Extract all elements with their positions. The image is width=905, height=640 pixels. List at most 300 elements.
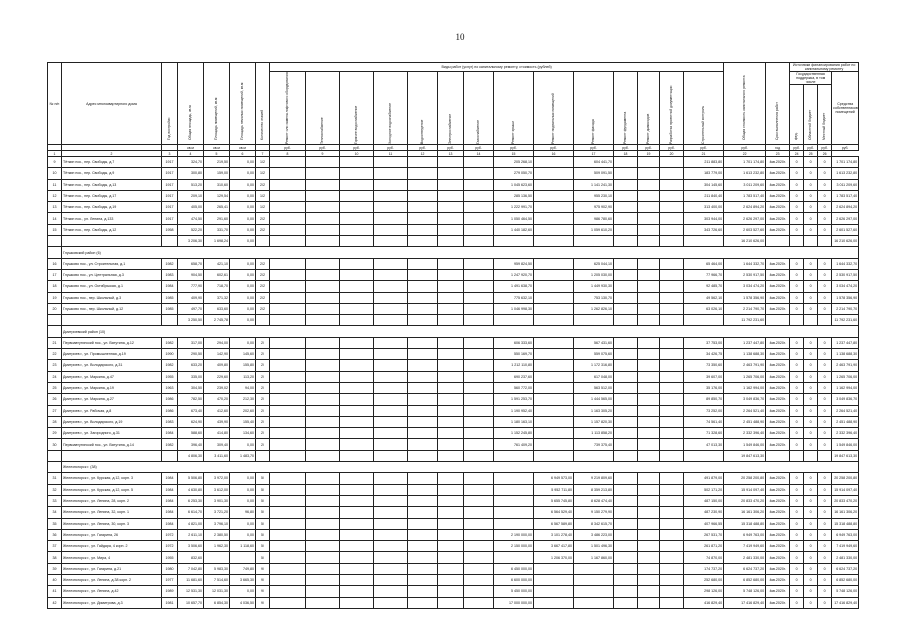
- row-living-area: 412,60: [204, 405, 230, 416]
- table-cell: [438, 236, 464, 247]
- table-cell: [464, 428, 494, 439]
- table-cell: [660, 303, 684, 314]
- row-cost: 3 011 209,60: [724, 179, 766, 190]
- row-fund-local: 0: [818, 224, 832, 235]
- table-cell: [340, 281, 374, 292]
- table-cell: [408, 552, 438, 563]
- table-cell: [638, 168, 660, 179]
- header-foundation: Ремонт фундамента: [614, 72, 638, 145]
- row-living-area: 239,02: [204, 382, 230, 393]
- header-sewer: Водоотведение: [408, 72, 438, 145]
- row-nonliving-area: 0,00: [230, 292, 256, 303]
- table-row: [48, 213, 859, 224]
- row-living-area: 1 962,30: [204, 541, 230, 552]
- row-basement: [534, 292, 574, 303]
- row-control: 487 150,00: [684, 495, 724, 506]
- row-fund-regional: 0: [804, 190, 818, 201]
- table-cell: [464, 224, 494, 235]
- table-cell: [374, 371, 408, 382]
- table-cell: [614, 315, 638, 326]
- table-cell: [614, 269, 638, 280]
- row-living-area: 265,41: [204, 202, 230, 213]
- row-total-area: 624,90: [178, 416, 204, 427]
- table-cell: [638, 405, 660, 416]
- section-label: Железногорск г. (38): [62, 462, 859, 473]
- table-cell: [614, 349, 638, 360]
- unit-cell: руб.: [340, 145, 374, 151]
- table-cell: [638, 157, 660, 168]
- table-cell: [790, 315, 804, 326]
- row-deadline: 4кв.2020г.: [766, 552, 790, 563]
- row-number: 27: [48, 405, 62, 416]
- table-cell: [374, 428, 408, 439]
- row-fund-local: 0: [818, 382, 832, 393]
- table-cell: [306, 292, 340, 303]
- table-cell: [638, 473, 660, 484]
- row-nonliving-area: 94,00: [230, 382, 256, 393]
- table-cell: [340, 405, 374, 416]
- column-index-cell: 17: [574, 151, 614, 157]
- row-fund-federal: 0: [790, 224, 804, 235]
- table-cell: [306, 394, 340, 405]
- table-cell: [374, 303, 408, 314]
- row-nonliving-area: 0,00: [230, 586, 256, 597]
- row-nonliving-area: [230, 552, 256, 563]
- row-control: 89 850,70: [684, 394, 724, 405]
- row-basement: 6 949 573,00: [534, 473, 574, 484]
- table-cell: [408, 450, 438, 461]
- row-control: 304 145,60: [684, 179, 724, 190]
- table-cell: [614, 563, 638, 574]
- row-facade: 975 902,90: [574, 202, 614, 213]
- row-total-area: 832,60: [178, 552, 204, 563]
- table-cell: [306, 236, 340, 247]
- row-nonliving-area: 749,80: [230, 563, 256, 574]
- row-deadline: 4кв.2020г.: [766, 224, 790, 235]
- table-cell: [340, 179, 374, 190]
- table-cell: [408, 224, 438, 235]
- header-no: № п/п: [48, 63, 62, 145]
- row-facade: 8 342 615,70: [574, 518, 614, 529]
- row-fund-local: 0: [818, 518, 832, 529]
- row-storeys: 2/: [256, 337, 270, 348]
- row-year: 1917: [162, 190, 178, 201]
- table-cell: [438, 281, 464, 292]
- row-nonliving-area: 0,00: [230, 258, 256, 269]
- table-cell: [374, 394, 408, 405]
- row-living-area: 129,54: [204, 190, 230, 201]
- row-facade: 604 441,70: [574, 157, 614, 168]
- row-basement: [534, 416, 574, 427]
- subtotal-row: [48, 315, 859, 326]
- table-cell: [438, 484, 464, 495]
- row-year: 1984: [162, 484, 178, 495]
- table-cell: [464, 303, 494, 314]
- subtotal-cost: 19 847 613,30: [724, 450, 766, 461]
- table-cell: [270, 416, 306, 427]
- row-control: 37 753,00: [684, 337, 724, 348]
- table-row: [48, 394, 859, 405]
- row-fund-federal: 0: [790, 541, 804, 552]
- row-basement: [534, 168, 574, 179]
- row-roof: 690 237,60: [494, 371, 534, 382]
- header-heating: Теплоснабжение: [306, 72, 340, 145]
- row-deadline: 4кв.2020г.: [766, 349, 790, 360]
- row-number: 28: [48, 416, 62, 427]
- table-cell: [306, 224, 340, 235]
- table-cell: [270, 157, 306, 168]
- row-fund-local: 0: [818, 574, 832, 585]
- table-cell: [438, 574, 464, 585]
- table-cell: [464, 269, 494, 280]
- table-cell: [374, 416, 408, 427]
- table-cell: [660, 213, 684, 224]
- row-total-area: 6 253,30: [178, 495, 204, 506]
- table-cell: [340, 157, 374, 168]
- table-cell: [660, 416, 684, 427]
- table-cell: [638, 439, 660, 450]
- row-deadline: 4кв.2020г.: [766, 269, 790, 280]
- table-cell: [374, 529, 408, 540]
- table-cell: [574, 236, 614, 247]
- header-fund-owners: Средства собственников помещений: [832, 72, 859, 145]
- row-address: Глушково пос., ул. Центральная, д.3: [62, 269, 162, 280]
- row-number: 17: [48, 269, 62, 280]
- row-address: Тёткин пос., пер. Свободы, д.17: [62, 190, 162, 201]
- row-facade: 1 172 316,80: [574, 360, 614, 371]
- row-roof: 6 450 000,00: [494, 563, 534, 574]
- row-fund-federal: 0: [790, 439, 804, 450]
- table-cell: [256, 450, 270, 461]
- row-owners: 1 783 517,40: [832, 190, 859, 201]
- table-cell: [438, 292, 464, 303]
- table-cell: [660, 202, 684, 213]
- table-cell: [638, 349, 660, 360]
- table-cell: [340, 507, 374, 518]
- table-row: [48, 168, 859, 179]
- row-total-area: 11 681,60: [178, 574, 204, 585]
- subtotal-owners: 16 210 626,00: [832, 236, 859, 247]
- column-index-cell: 8: [270, 151, 306, 157]
- row-address: Железногорск г., ул. Мира, 4: [62, 552, 162, 563]
- row-storeys: 2/2: [256, 269, 270, 280]
- table-cell: [614, 518, 638, 529]
- table-cell: [638, 586, 660, 597]
- table-row: [48, 428, 859, 439]
- table-cell: [408, 574, 438, 585]
- table-cell: [494, 236, 534, 247]
- table-cell: [374, 541, 408, 552]
- row-deadline: 4кв.2020г.: [766, 292, 790, 303]
- header-funding-group: Источники финансирования работ по капитальному ремонту: [790, 63, 859, 72]
- table-row: [48, 507, 859, 518]
- table-row: [48, 337, 859, 348]
- table-cell: [408, 349, 438, 360]
- row-control: 71 328,60: [684, 428, 724, 439]
- table-cell: [638, 224, 660, 235]
- table-cell: [340, 382, 374, 393]
- table-cell: [790, 236, 804, 247]
- row-cost: 2 624 894,20: [724, 202, 766, 213]
- row-nonliving-area: 155,80: [230, 360, 256, 371]
- row-fund-federal: 0: [790, 518, 804, 529]
- row-facade: 8 628 474,40: [574, 495, 614, 506]
- row-deadline: 4кв.2020г.: [766, 179, 790, 190]
- unit-cell: руб.: [724, 145, 766, 151]
- header-fund-regional: Областной бюджет: [804, 85, 818, 145]
- row-storeys: 5/: [256, 495, 270, 506]
- column-index-cell: 5: [204, 151, 230, 157]
- table-cell: [340, 269, 374, 280]
- table-cell: [270, 541, 306, 552]
- row-living-area: 309,40: [204, 439, 230, 450]
- table-cell: [306, 428, 340, 439]
- unit-cell: руб.: [306, 145, 340, 151]
- table-cell: [614, 360, 638, 371]
- row-year: 1955: [162, 552, 178, 563]
- table-cell: [660, 518, 684, 529]
- row-number: 12: [48, 190, 62, 201]
- unit-cell: руб.: [790, 145, 804, 151]
- row-storeys: 5/: [256, 507, 270, 518]
- table-cell: [638, 371, 660, 382]
- row-address: Дмитриев г., ул. Промышленная, д.19: [62, 349, 162, 360]
- row-year: 1981: [162, 597, 178, 608]
- table-row: [48, 597, 859, 608]
- table-cell: [306, 179, 340, 190]
- table-cell: [438, 224, 464, 235]
- unit-cell: руб.: [534, 145, 574, 151]
- row-year: 1983: [162, 269, 178, 280]
- table-cell: [270, 439, 306, 450]
- table-cell: [614, 179, 638, 190]
- row-fund-regional: 0: [804, 202, 818, 213]
- table-cell: [438, 258, 464, 269]
- row-control: 267 531,70: [684, 529, 724, 540]
- row-fund-local: 0: [818, 213, 832, 224]
- table-cell: [48, 450, 62, 461]
- table-cell: [464, 439, 494, 450]
- table-cell: [306, 303, 340, 314]
- row-owners: 2 624 894,20: [832, 202, 859, 213]
- row-number: 42: [48, 597, 62, 608]
- row-address: Дмитриев г., ул. Маркина, д.27: [62, 394, 162, 405]
- row-year: 1982: [162, 337, 178, 348]
- table-cell: [270, 269, 306, 280]
- table-row: [48, 292, 859, 303]
- row-owners: 15 318 488,80: [832, 518, 859, 529]
- table-cell: [408, 586, 438, 597]
- table-cell: [464, 168, 494, 179]
- table-cell: [614, 190, 638, 201]
- row-nonliving-area: 0,00: [230, 303, 256, 314]
- table-cell: [638, 258, 660, 269]
- row-basement: 3 667 417,80: [534, 541, 574, 552]
- table-cell: [408, 416, 438, 427]
- column-index-cell: 25: [804, 151, 818, 157]
- row-fund-federal: 0: [790, 394, 804, 405]
- row-cost: 5 748 126,00: [724, 586, 766, 597]
- row-total-area: 5 506,80: [178, 473, 204, 484]
- table-cell: [614, 337, 638, 348]
- header-facade: Ремонт фасада: [574, 72, 614, 145]
- row-roof: 1 050 464,50: [494, 213, 534, 224]
- row-total-area: 513,20: [178, 179, 204, 190]
- row-year: 1977: [162, 574, 178, 585]
- row-fund-local: 0: [818, 552, 832, 563]
- row-fund-federal: 0: [790, 202, 804, 213]
- column-index-cell: 16: [534, 151, 574, 157]
- table-cell: [408, 394, 438, 405]
- row-fund-regional: 0: [804, 405, 818, 416]
- row-address: Железногорск г., ул. Курская, д.12, корп. 5: [62, 484, 162, 495]
- row-control: 63 026,10: [684, 303, 724, 314]
- row-nonliving-area: 4 036,50: [230, 597, 256, 608]
- table-cell: [408, 541, 438, 552]
- row-living-area: 421,10: [204, 258, 230, 269]
- row-control: 39 607,00: [684, 371, 724, 382]
- row-control: 343 726,60: [684, 224, 724, 235]
- row-year: 1958: [162, 224, 178, 235]
- row-year: 1989: [162, 586, 178, 597]
- table-cell: [374, 213, 408, 224]
- table-cell: [614, 484, 638, 495]
- table-cell: [48, 326, 62, 337]
- row-basement: [534, 213, 574, 224]
- table-cell: [270, 213, 306, 224]
- table-row: [48, 541, 859, 552]
- row-basement: [534, 337, 574, 348]
- row-deadline: 4кв.2020г.: [766, 371, 790, 382]
- row-facade: 1 163 305,20: [574, 405, 614, 416]
- row-fund-regional: 0: [804, 574, 818, 585]
- header-living-area: Площадь помещений, кв.м: [204, 63, 230, 145]
- row-roof: 2 190 000,00: [494, 529, 534, 540]
- row-year: 1984: [162, 428, 178, 439]
- subtotal-row: [48, 450, 859, 461]
- table-cell: [306, 360, 340, 371]
- row-total-area: 588,60: [178, 428, 204, 439]
- row-living-area: 602,61: [204, 269, 230, 280]
- column-index-cell: 9: [306, 151, 340, 157]
- table-cell: [270, 315, 306, 326]
- row-living-area: 7 514,60: [204, 574, 230, 585]
- row-fund-federal: 0: [790, 190, 804, 201]
- header-hot-water: Горячее водоснабжение: [340, 72, 374, 145]
- table-cell: [306, 450, 340, 461]
- table-cell: [660, 574, 684, 585]
- table-cell: [660, 371, 684, 382]
- table-cell: [256, 236, 270, 247]
- column-index-cell: 11: [374, 151, 408, 157]
- table-cell: [306, 315, 340, 326]
- row-roof: 205 268,10: [494, 157, 534, 168]
- row-fund-federal: 0: [790, 157, 804, 168]
- row-number: 22: [48, 349, 62, 360]
- row-roof: 1 247 920,70: [494, 269, 534, 280]
- row-cost: 1 644 332,70: [724, 258, 766, 269]
- unit-cell: руб.: [494, 145, 534, 151]
- subtotal-living-area: 3 411,60: [204, 450, 230, 461]
- row-address: Глушково пос., ул. Октябрьская, д.1: [62, 281, 162, 292]
- subtotal-total-area: 4 806,30: [178, 450, 204, 461]
- row-deadline: 4кв.2020г.: [766, 507, 790, 518]
- table-cell: [374, 439, 408, 450]
- row-deadline: 4кв.2020г.: [766, 202, 790, 213]
- row-address: Железногорск г., ул. Гагарина, д.21: [62, 563, 162, 574]
- table-cell: [340, 303, 374, 314]
- table-cell: [408, 157, 438, 168]
- row-number: 13: [48, 202, 62, 213]
- subtotal-cost: 16 210 626,00: [724, 236, 766, 247]
- table-cell: [614, 292, 638, 303]
- row-roof: 1 440 182,60: [494, 224, 534, 235]
- table-cell: [464, 586, 494, 597]
- subtotal-nonliving-area: 0,00: [230, 315, 256, 326]
- table-cell: [638, 269, 660, 280]
- table-cell: [270, 518, 306, 529]
- row-address: Дмитриев г., ул. Загородного, д.31: [62, 428, 162, 439]
- row-total-area: 4 630,80: [178, 484, 204, 495]
- row-nonliving-area: 0,00: [230, 439, 256, 450]
- table-cell: [374, 168, 408, 179]
- row-storeys: 2/: [256, 439, 270, 450]
- table-cell: [374, 269, 408, 280]
- row-fund-regional: 0: [804, 371, 818, 382]
- table-cell: [614, 168, 638, 179]
- header-electric: Электроснабжение: [438, 72, 464, 145]
- row-living-area: 159,00: [204, 168, 230, 179]
- row-fund-regional: 0: [804, 281, 818, 292]
- row-cost: 15 318 488,80: [724, 518, 766, 529]
- header-smoke: Ремонт дымоходов: [638, 72, 660, 145]
- row-year: 1984: [162, 473, 178, 484]
- table-cell: [408, 428, 438, 439]
- row-address: Дмитриев г., ул. Маркина, д.47: [62, 371, 162, 382]
- row-roof: 1 180 163,10: [494, 416, 534, 427]
- row-fund-regional: 0: [804, 382, 818, 393]
- table-cell: [660, 586, 684, 597]
- table-cell: [438, 213, 464, 224]
- row-storeys: 2/: [256, 416, 270, 427]
- table-cell: [660, 190, 684, 201]
- table-cell: [464, 292, 494, 303]
- row-cost: 1 265 706,00: [724, 371, 766, 382]
- table-cell: [340, 190, 374, 201]
- table-cell: [438, 518, 464, 529]
- row-facade: 567 431,60: [574, 337, 614, 348]
- row-number: 11: [48, 179, 62, 190]
- table-cell: [270, 405, 306, 416]
- row-owners: 7 419 949,60: [832, 541, 859, 552]
- table-cell: [660, 529, 684, 540]
- row-control: 491 879,00: [684, 473, 724, 484]
- row-year: 1917: [162, 179, 178, 190]
- row-year: 1984: [162, 281, 178, 292]
- table-cell: [614, 495, 638, 506]
- row-storeys: 2/: [256, 349, 270, 360]
- table-cell: [438, 269, 464, 280]
- row-address: Тёткин пос., пер. Свободы, д.19: [62, 202, 162, 213]
- row-living-area: 219,50: [204, 157, 230, 168]
- row-storeys: 2/: [256, 394, 270, 405]
- table-cell: [306, 529, 340, 540]
- row-storeys: 2/2: [256, 179, 270, 190]
- row-nonliving-area: 0,00: [230, 484, 256, 495]
- row-living-area: 409,80: [204, 360, 230, 371]
- row-deadline: 4кв.2020г.: [766, 190, 790, 201]
- row-facade: 753 130,70: [574, 292, 614, 303]
